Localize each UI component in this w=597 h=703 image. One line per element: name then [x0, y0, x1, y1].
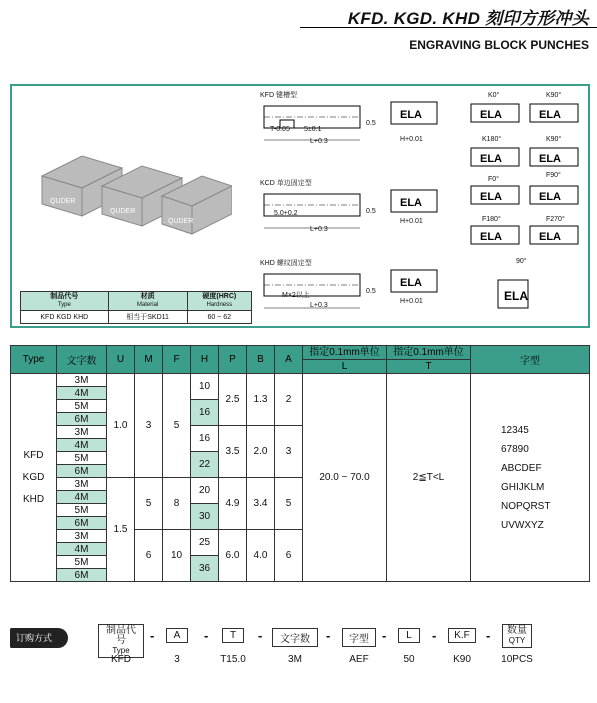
glyph-text: ELA [480, 231, 502, 243]
order-dash: - [258, 628, 263, 643]
f-orient-row-2 [470, 224, 582, 246]
order-dash: - [204, 628, 209, 643]
t-range-cell: 2≦T<L [387, 374, 471, 582]
order-value-qty: 10PCS [501, 654, 533, 665]
a-cell: 2 [275, 374, 303, 426]
header-l-unit: 指定0.1mm单位 [303, 346, 387, 360]
header-chars: 文字数 [57, 346, 107, 374]
order-box-t: T [222, 628, 244, 643]
f-cell: 8 [163, 478, 191, 530]
order-box-qty-en: QTY [508, 636, 526, 645]
kfd-dim-l: L+0.3 [310, 138, 328, 145]
b-cell: 3.4 [247, 478, 275, 530]
mini-cell-type: KFD KGD KHD [21, 311, 109, 324]
kcd-drawing [260, 172, 590, 248]
khd-dim-l: L+0.3 [310, 302, 328, 309]
type-khd: KHD [22, 493, 45, 505]
char-cell: 6M [57, 465, 107, 478]
type-kfd: KFD [23, 449, 44, 461]
kcd-dim-l: L+0.3 [310, 226, 328, 233]
orient-f180: F180° [482, 216, 501, 223]
mini-header-hardness: 硬度(HRC) Hardness [187, 292, 251, 311]
kcd-dim-5: 5.0+0.2 [274, 210, 298, 217]
header-a: A [275, 346, 303, 374]
header-h: H [191, 346, 219, 374]
font-line: NOPQRST [501, 500, 551, 512]
mini-header-material: 材质 Material [108, 292, 187, 311]
font-line: ABCDEF [501, 462, 542, 474]
glyph-text: ELA [539, 109, 561, 121]
kfd-dim-5: 5±0.1 [304, 126, 322, 133]
khd-dim-05: 0.5 [366, 288, 376, 295]
orient-angle: 90° [516, 258, 527, 265]
title-rule [300, 27, 597, 28]
h-cell: 10 [191, 374, 219, 400]
kfd-front-view [390, 98, 440, 128]
m-cell: 5 [135, 478, 163, 530]
f-cell: 10 [163, 530, 191, 582]
font-line: GHIJKLM [501, 481, 545, 493]
p-cell: 4.9 [219, 478, 247, 530]
orient-k0: K0° [488, 92, 500, 99]
order-dash: - [326, 628, 331, 643]
order-value-font: AEF [349, 654, 369, 665]
k-orient-row-2 [470, 146, 582, 168]
mini-header-type: 制品代号 Type [21, 292, 109, 311]
order-example [10, 624, 590, 674]
order-box-l: L [398, 628, 420, 643]
char-cell: 6M [57, 517, 107, 530]
block-engraving: QUDER [168, 218, 194, 225]
order-dash: - [150, 628, 155, 643]
p-cell: 2.5 [219, 374, 247, 426]
material-spec-table [20, 291, 252, 324]
font-cell [471, 374, 590, 582]
product-illustration-panel [10, 84, 590, 328]
kcd-dim-h: H+0.01 [400, 218, 423, 225]
kfd-dim-t: T-0.05 [270, 126, 290, 133]
f-cell: 5 [163, 374, 191, 478]
khd-title: KHD 螺纹固定型 [260, 260, 312, 267]
order-box-a: A [166, 628, 188, 643]
khd-side-view [260, 268, 380, 318]
order-value-t: T15.0 [220, 654, 246, 665]
glyph-text: ELA [539, 153, 561, 165]
header-t-unit: 指定0.1mm单位 [387, 346, 471, 360]
header-u: U [107, 346, 135, 374]
font-line: UVWXYZ [501, 519, 544, 531]
a-cell: 5 [275, 478, 303, 530]
orient-f90: F90° [546, 172, 561, 179]
a-cell: 3 [275, 426, 303, 478]
u-cell: 1.5 [107, 478, 135, 582]
order-box-qty-cn: 数量 [507, 625, 527, 636]
glyph-text: ELA [504, 289, 528, 303]
glyph-text: ELA [400, 197, 422, 209]
order-dash: - [382, 628, 387, 643]
orient-k90b: K90° [546, 136, 562, 143]
header-b: B [247, 346, 275, 374]
char-cell: 4M [57, 387, 107, 400]
spec-table [10, 345, 590, 582]
b-cell: 2.0 [247, 426, 275, 478]
type-kgd: KGD [22, 471, 45, 483]
char-cell: 4M [57, 439, 107, 452]
khd-dim-h: H+0.01 [400, 298, 423, 305]
char-cell: 3M [57, 374, 107, 387]
char-cell: 6M [57, 413, 107, 426]
order-box-type-en: Type [112, 646, 130, 655]
order-box-type-cn: 制品代号 [106, 625, 136, 646]
orient-k180: K180° [482, 136, 502, 143]
header-type: Type [11, 346, 57, 374]
char-cell: 5M [57, 504, 107, 517]
char-cell: 3M [57, 530, 107, 543]
kfd-title: KFD 键槽型 [260, 92, 297, 99]
kfd-drawing [260, 90, 590, 170]
block-engraving: QUDER [110, 208, 136, 215]
header-m: M [135, 346, 163, 374]
p-cell: 6.0 [219, 530, 247, 582]
header-font: 字型 [471, 346, 590, 374]
header-p: P [219, 346, 247, 374]
char-cell: 4M [57, 491, 107, 504]
glyph-text: ELA [400, 277, 422, 289]
order-value-kf: K90 [453, 654, 471, 665]
char-cell: 5M [57, 400, 107, 413]
type-cell [11, 374, 57, 582]
glyph-text: ELA [400, 109, 422, 121]
h-cell: 16 [191, 426, 219, 452]
mini-cell-material: 相当于SKD11 [108, 311, 187, 324]
kcd-dim-05: 0.5 [366, 208, 376, 215]
h-cell: 25 [191, 530, 219, 556]
order-value-l: 50 [403, 654, 415, 665]
orient-k90: K90° [546, 92, 562, 99]
header-t: T [387, 360, 471, 374]
h-cell: 16 [191, 400, 219, 426]
iso-glyph-view [492, 270, 552, 318]
orient-f270: F270° [546, 216, 565, 223]
order-box-kf: K.F [448, 628, 476, 643]
b-cell: 4.0 [247, 530, 275, 582]
glyph-text: ELA [480, 153, 502, 165]
order-value-a: 3 [174, 654, 180, 665]
page-subtitle: ENGRAVING BLOCK PUNCHES [409, 38, 589, 52]
a-cell: 6 [275, 530, 303, 582]
khd-front-view [390, 266, 440, 296]
kcd-title: KCD 单边固定型 [260, 180, 312, 187]
order-dash: - [432, 628, 437, 643]
f-orient-row-1 [470, 184, 582, 206]
h-cell: 22 [191, 452, 219, 478]
kfd-dim-h: H+0.01 [400, 136, 423, 143]
order-box-qty [502, 624, 532, 648]
order-value-type: KFD [111, 654, 131, 665]
char-cell: 3M [57, 426, 107, 439]
char-cell: 5M [57, 452, 107, 465]
u-cell: 1.0 [107, 374, 135, 478]
kfd-dim-05: 0.5 [366, 120, 376, 127]
glyph-text: ELA [539, 191, 561, 203]
order-dash: - [486, 628, 491, 643]
glyph-text: ELA [480, 191, 502, 203]
h-cell: 20 [191, 478, 219, 504]
font-line: 67890 [501, 443, 529, 455]
block-engraving: QUDER [50, 198, 76, 205]
m-cell: 3 [135, 374, 163, 478]
l-range-cell: 20.0 ~ 70.0 [303, 374, 387, 582]
khd-drawing [260, 258, 590, 328]
h-cell: 36 [191, 556, 219, 582]
order-value-chars: 3M [288, 654, 302, 665]
char-cell: 6M [57, 569, 107, 582]
b-cell: 1.3 [247, 374, 275, 426]
p-cell: 3.5 [219, 426, 247, 478]
punch-blocks-image [32, 146, 232, 236]
header-l: L [303, 360, 387, 374]
order-box-chars: 文字数 [272, 628, 318, 647]
mini-cell-hardness: 60 ~ 62 [187, 311, 251, 324]
k-orient-row-1 [470, 102, 582, 124]
char-cell: 5M [57, 556, 107, 569]
glyph-text: ELA [539, 231, 561, 243]
order-badge: 订购方式 [10, 628, 68, 648]
font-line: 12345 [501, 424, 529, 436]
char-cell: 3M [57, 478, 107, 491]
kcd-front-view [390, 186, 440, 216]
order-box-type [98, 624, 144, 658]
orient-f0: F0° [488, 176, 499, 183]
page-title: KFD. KGD. KHD 刻印方形冲头 [347, 9, 589, 28]
m-cell: 6 [135, 530, 163, 582]
order-box-font: 字型 [342, 628, 376, 647]
header-f: F [163, 346, 191, 374]
khd-dim-m: M×2以上 [282, 292, 310, 299]
glyph-text: ELA [480, 109, 502, 121]
char-cell: 4M [57, 543, 107, 556]
h-cell: 30 [191, 504, 219, 530]
